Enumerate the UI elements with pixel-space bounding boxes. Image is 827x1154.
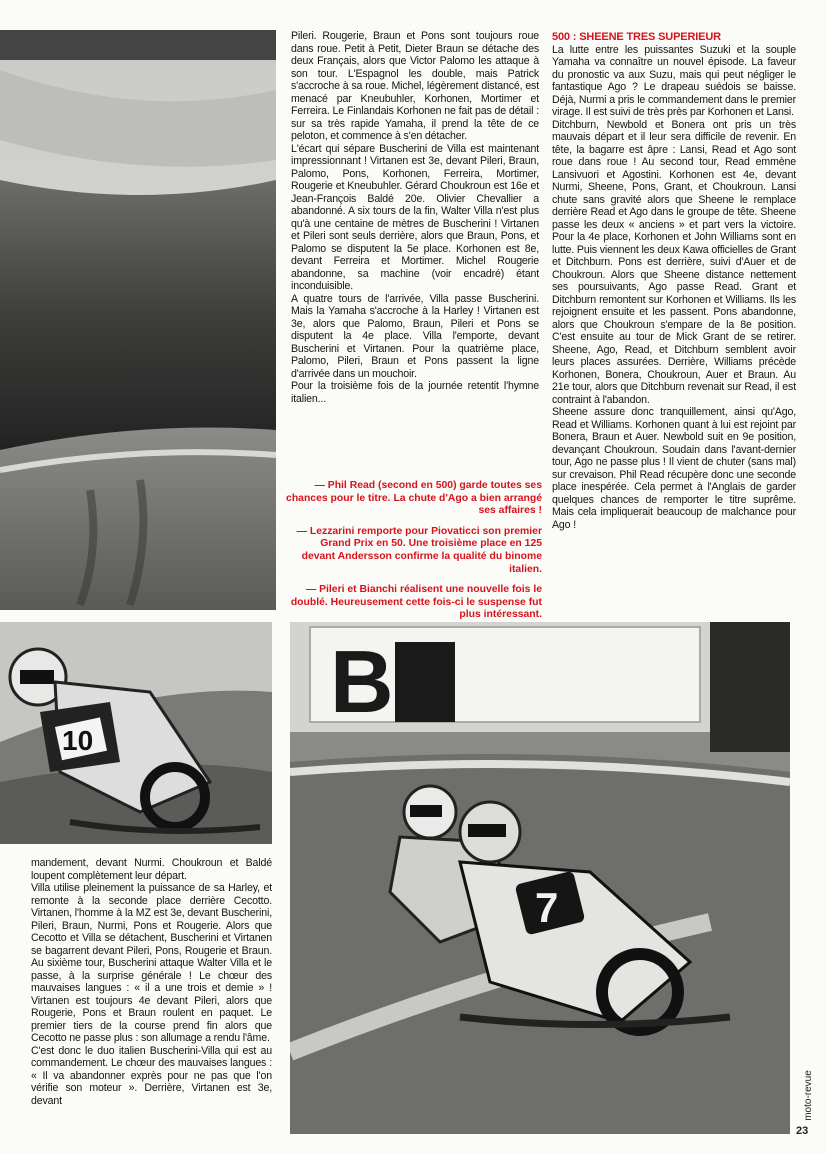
section-heading: 500 : SHEENE TRES SUPERIEUR <box>552 31 721 43</box>
bike-number-right: 7 <box>535 884 559 931</box>
bike-number-left: 10 <box>62 725 94 756</box>
photo-captions <box>284 480 542 630</box>
column-3 <box>552 31 796 531</box>
banner-letters: B <box>330 632 394 731</box>
photo-track-landscape <box>0 30 276 610</box>
magazine-side-label <box>796 1060 820 1130</box>
column-2-text: Pileri. Rougerie, Braun et Pons sont toujours roue dans roue. Petit à Petit, Dieter Braun se détache des deux Français, alors que Victor Palomo les attaque à son tour. L'Espagnol les double, mais Patrick s'accroche à sa roue. Michel, légèrement distancé, est menacé par Kneubuhler, Korhonen, Mortimer et Ferreira. Le Finlandais Korhonen ne fait pas de détail : sur sa très rapide Yamaha, il prend la tête de ce peloton, et commence à s'en détacher. L'écart qui sépare Buscherini de Villa est maintenant impressionnant ! Virtanen est 3e, devant Pileri, Braun, Palomo, Pons, Korhonen, Ferreira, Mortimer, Rougerie et Kneubuhler. Gérard Choukroun est 16e et Jean-François Baldé 20e. Olivier Chevallier a abandonné. A six tours de la fin, Walter Villa n'est plus qu'à une centaine de mètres de Buscherini ! Virtanen et Pileri sont seuls derrière, alors que Braun, Pons, et Palomo se disputent la 5e place. Korhonen est 8e, devant Ferreira et Mortimer. Michel Rougerie abandonne, sa machine (voir encadré) étant inconduisible. A quatre tours de l'arrivée, Villa passe Buscherini. Mais la Yamaha s'accroche à la Harley ! Virtanen est 3e, alors que Palomo, Braun, Pileri et Pons se disputent la 4e place. Villa l'emporte, devant Buscherini et Virtanen. Pour la quatrième place, Palomo, Pileri, Braun et Pons passent la ligne d'arrivée dans un mouchoir. Pour la troisième fois de la journée retentit l'hymne italien... <box>291 30 539 405</box>
photo-rider-10 <box>0 622 272 844</box>
column-1-text: mandement, devant Nurmi. Choukroun et Baldé loupent complètement leur départ. Villa utilise pleinement la puissance de sa Harley, et remonte à la seconde place derrière Cecotto. Virtanen, l'homme à la MZ est 3e, devant Buscherini, Pileri, Braun, Nurmi, Pons et Rougerie. Alors que Cecotto et Villa se détachent, Buscherini et Virtanen se bagarrent devant Pileri, Pons, Rougerie et Braun. Au sixième tour, Buscherini attaque Walter Villa et le passe, à la surprise générale ! Le chœur des mauvaises langues : « il a une trois et demie » ! Virtanen est toujours 4e devant Pileri, alors que Rougerie, Pons et Braun roulent en paquet. Le premier tiers de la course prend fin alors que Cecotto ne passe plus : son allumage a rendu l'âme. C'est donc le duo italien Buscherini-Villa qui est au commandement. Le chœur des mauvaises langues : « Il va abandonner exprès pour ne pas que l'on vérifie son moteur ». Derrière, Virtanen est 3e, devant <box>31 857 272 1107</box>
caption-pileri: — Pileri et Bianchi réalisent une nouvelle fois le doublé. Heureusement cette fois-ci le suspense fut plus intéressant. <box>290 584 542 621</box>
caption-lezzarini: — Lezzarini remporte pour Piovaticci son premier Grand Prix en 50. Une troisième place en 125 devant Andersson confirme la qualité du binome italien. <box>296 525 542 575</box>
side-label-text: moto-revue <box>802 1069 814 1121</box>
caption-read: — Phil Read (second en 500) garde toutes ses chances pour le titre. La chute d'Ago a bien arrangé ses affaires ! <box>286 480 542 517</box>
column-3-text: La lutte entre les puissantes Suzuki et la souple Yamaha va connaître un nouvel épisode. La faveur du pronostic va aux Suzu, mais qui peut négliger le fantastique Ago ? Le drapeau suédois se baisse. Déjà, Nurmi a pris le commandement dans le premier virage. Il est suivi de très près par Korhonen et Lansi. Ditchburn, Newbold et Bonera ont pris un très mauvais départ et il leur sera difficile de revenir. En tête, la bagarre est âpre : Lansi, Read et Ago sont roue dans roue ! Au second tour, Read emmène Lansivuori et Agostini. Korhonen est 4e, devant Nurmi, Sheene, Pons, Grant, et Choukroun. Lansi chute sans gravité alors que Sheene le remplace derrière Read et Ago dans le groupe de tête. Sheene passe les deux « anciens » et part vers la victoire. Pour la 4e place, Korhonen et John Williams sont en lutte. Puis viennent les deux Kawa officielles de Grant et Ditchburn. Pons est derrière, suivi d'Auer et de Choukroun. Alors que Sheene distance nettement ses poursuivants, Ago passe Read. Grant et Ditchburn remontent sur Korhonen et Williams. Ils les rejoignent ensuite et les passent. Pons abandonne, alors que Choukroun s'empare de la 8e position. C'est ensuite au tour de Mick Grant de se retirer. Sheene, Ago, Read, et Ditchburn semblent avoir leurs places assurées. Derrière, Williams précède Korhonen, Bonera, Choukroun, Auer et Braun. Au 21e tour, alors que Ditchburn revenait sur Read, il est contraint à l'abandon. Sheene assure donc tranquillement, ainsi qu'Ago, Read et Williams. Korhonen quant à lui est rejoint par Bonera, Braun et Auer. Newbold suit en 9e position, devançant Choukroun. Soudain dans l'avant-dernier tour, Ago ne passe plus ! Il vient de chuter (sans mal) sur crevaison. Phil Read récupère donc une seconde place inespérée. Cela permet à l'Anglais de garder quelques chances de remporter le titre suprême. Mais cela impliquerait beaucoup de malchance pour Ago ! <box>552 43 796 531</box>
photo-two-riders <box>290 622 790 1134</box>
page-number: 23 <box>796 1125 809 1137</box>
